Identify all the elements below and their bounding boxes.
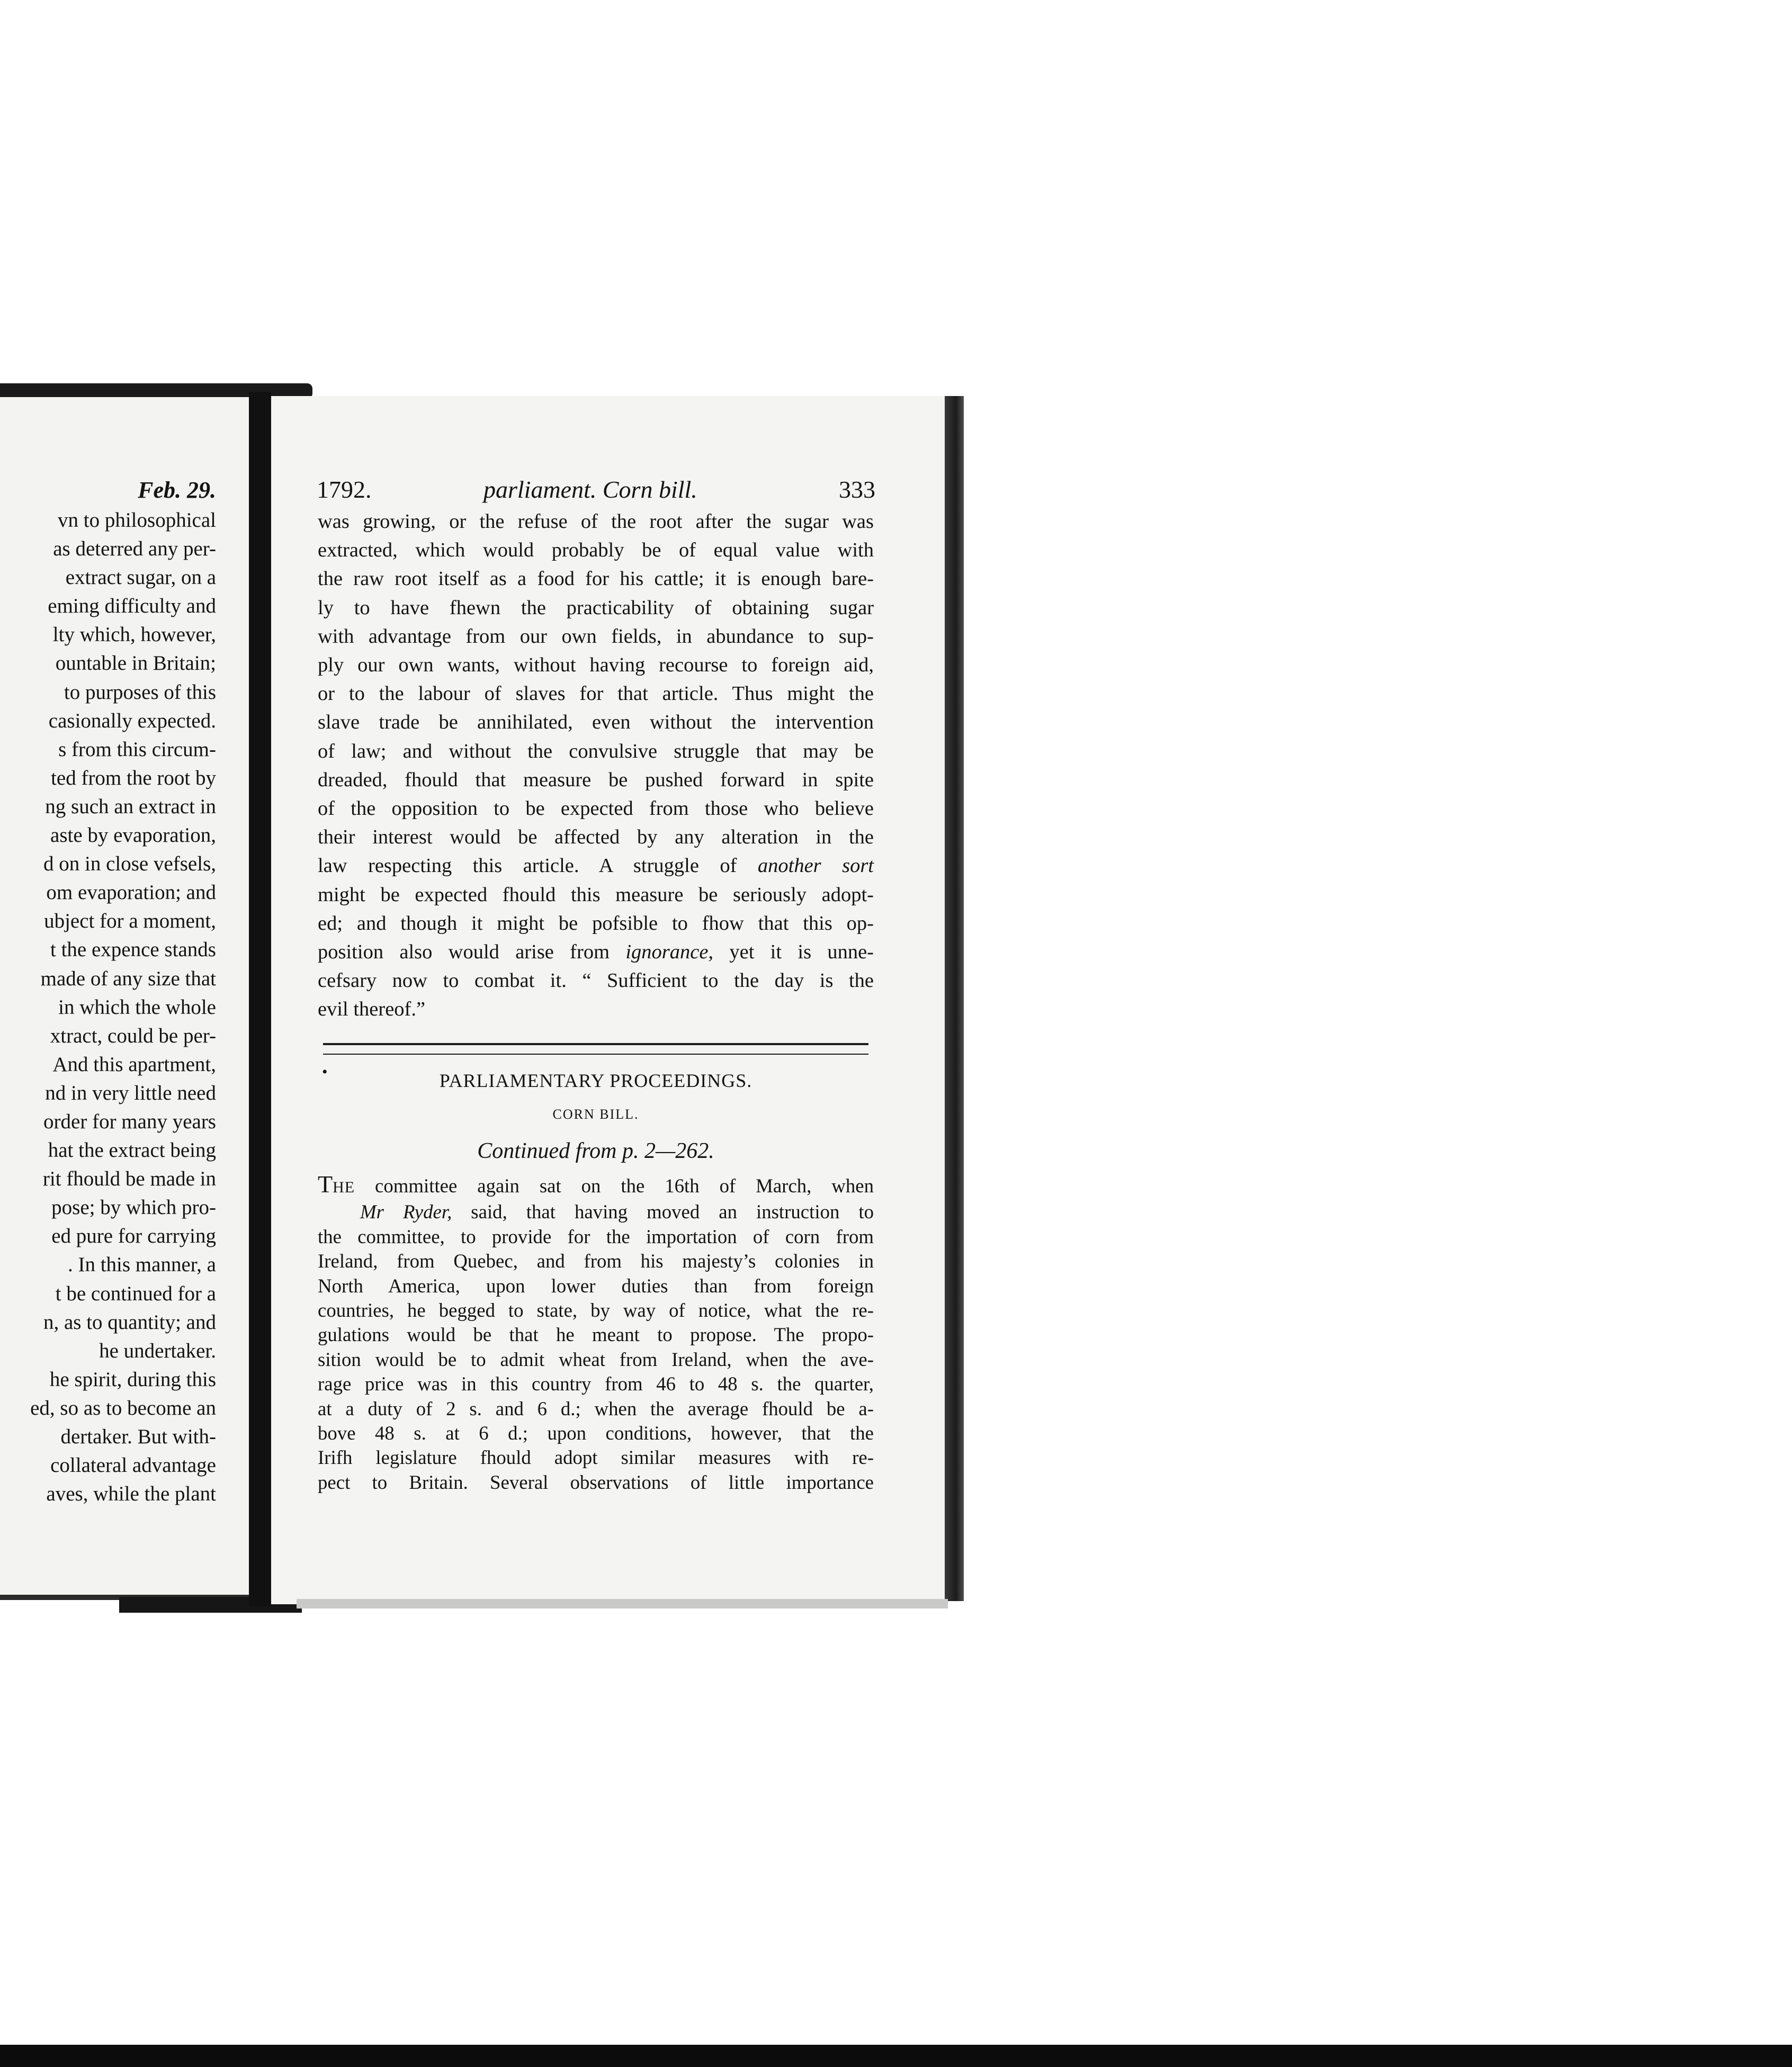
section-subtitle: CORN BILL.: [552, 1107, 639, 1122]
text-line: ng such an extract in: [45, 795, 216, 818]
text-line: ed, so as to become an: [30, 1396, 216, 1419]
small-caps: HE: [333, 1179, 355, 1196]
text-line: of law; and without the convulsive struggle that may be: [318, 740, 874, 762]
text-line-mixed: [318, 938, 874, 966]
header-section: parliament. Corn bill.: [483, 476, 697, 503]
text-line: he spirit, during this: [49, 1368, 216, 1391]
text-line: as deterred any per-: [53, 537, 216, 561]
page-number: 333: [839, 476, 875, 503]
running-header: [317, 475, 875, 507]
text-line: gulations would be that he meant to propose. The propo-: [318, 1324, 874, 1346]
scan-bottom-border: [0, 2045, 1792, 2067]
essay-conclusion: [318, 507, 874, 1024]
text-line: Irifh legislature fhould adopt similar measures with re-: [318, 1446, 874, 1469]
text-line: to purposes of this: [64, 680, 216, 704]
text-line: bove 48 s. at 6 d.; upon conditions, however, that the: [318, 1422, 874, 1444]
text-line: at a duty of 2 s. and 6 d.; when the average fhould be a-: [318, 1397, 874, 1419]
text-line: ply our own wants, without having recourse to foreign aid,: [318, 654, 874, 677]
text-line: sition would be to admit wheat from Ireland, when the ave-: [318, 1348, 874, 1370]
text-line: was growing, or the refuse of the root after the sugar was: [318, 510, 874, 533]
text-line: in which the whole: [58, 995, 216, 1019]
text-line: countries, he begged to state, by way of notice, what the re-: [318, 1299, 874, 1322]
continued-note: Continued from p. 2—262.: [477, 1139, 714, 1163]
text-line: aste by evaporation,: [50, 824, 216, 847]
text-line: of the opposition to be expected from those who believe: [318, 797, 874, 820]
text-line: order for many years: [43, 1110, 216, 1133]
text-line: extract sugar, on a: [65, 566, 216, 589]
text-line: hat the extract being: [48, 1139, 216, 1162]
text-segment: said, that having moved an instruction to: [471, 1201, 874, 1223]
left-page: [0, 392, 249, 1595]
text-line-speaker: [318, 1200, 874, 1224]
left-page-header: Feb. 29.: [138, 477, 216, 503]
book-spine: [249, 392, 271, 1606]
proceedings-paragraph: [318, 1172, 874, 1495]
text-line: the committee, to provide for the importation of corn from: [318, 1225, 874, 1247]
text-line: nd in very little need: [45, 1081, 216, 1104]
text-segment: committee again sat on the 16th of March, when: [375, 1175, 874, 1197]
text-line: evil thereof.”: [318, 998, 426, 1021]
text-line: pect to Britain. Several observations of little importance: [318, 1471, 874, 1493]
text-line: Ireland, from Quebec, and from his majesty’s colonies in: [318, 1250, 874, 1272]
header-year: 1792.: [317, 476, 372, 503]
text-line: ed pure for carrying: [51, 1225, 216, 1248]
section-divider: [323, 1043, 868, 1055]
text-line: slave trade be annihilated, even without the intervention: [318, 711, 874, 734]
left-page-text: [0, 506, 216, 1508]
text-line: extracted, which would probably be of equal value with: [318, 539, 874, 562]
text-line: lty which, however,: [52, 623, 216, 646]
text-line: ountable in Britain;: [55, 652, 216, 675]
stray-mark: •: [322, 1063, 328, 1081]
text-line: aves, while the plant: [46, 1482, 216, 1506]
text-line: cefsary now to combat it. “ Sufficient to the day is the: [318, 969, 874, 992]
text-line: ubject for a moment,: [44, 910, 216, 933]
text-line: d on in close vefsels,: [43, 852, 216, 876]
right-page-bottom-shadow: [297, 1599, 948, 1608]
text-line: dreaded, fhould that measure be pushed forward in spite: [318, 768, 874, 791]
section-title: PARLIAMENTARY PROCEEDINGS.: [439, 1070, 752, 1091]
text-segment: yet it is unne-: [729, 941, 874, 964]
text-line-opening: [318, 1172, 874, 1200]
text-line: with advantage from our own fields, in abundance to sup-: [318, 625, 874, 648]
text-line: rage price was in this country from 46 to 48 s. the quarter,: [318, 1373, 874, 1395]
text-line: om evaporation; and: [46, 881, 216, 904]
text-segment: position also would arise from: [318, 941, 610, 964]
text-line: their interest would be affected by any alteration in the: [318, 826, 874, 849]
text-line: t be continued for a: [55, 1282, 216, 1305]
text-line: dertaker. But with-: [60, 1425, 216, 1448]
text-segment: law respecting this article. A struggle of: [318, 855, 737, 877]
text-line: xtract, could be per-: [50, 1024, 216, 1047]
text-line: collateral advantage: [50, 1454, 216, 1477]
text-line: n, as to quantity; and: [43, 1310, 216, 1334]
text-line: North America, upon lower duties than from foreign: [318, 1274, 874, 1297]
drop-cap: T: [318, 1171, 333, 1198]
text-line: pose; by which pro-: [51, 1196, 216, 1219]
text-line: made of any size that: [40, 967, 216, 990]
text-line: rit fhould be made in: [42, 1167, 216, 1191]
text-line: the raw root itself as a food for his cattle; it is enough bare-: [318, 568, 874, 590]
text-line: ly to have fhewn the practicability of obtaining sugar: [318, 596, 874, 619]
text-line-mixed: [318, 851, 874, 880]
text-line: eming difficulty and: [48, 595, 216, 618]
speaker-name: Mr Ryder,: [360, 1201, 452, 1223]
text-line: ted from the root by: [51, 766, 216, 789]
text-line: ed; and though it might be pofsible to fhow that this op-: [318, 912, 874, 934]
text-line: might be expected fhould this measure be seriously adopt-: [318, 883, 874, 906]
text-line: And this apartment,: [52, 1053, 216, 1076]
text-line: he undertaker.: [99, 1339, 216, 1362]
text-line: . In this manner, a: [67, 1253, 216, 1277]
text-line: or to the labour of slaves for that article. Thus might the: [318, 682, 874, 705]
text-line: casionally expected.: [48, 709, 216, 732]
text-line: s from this circum-: [58, 738, 216, 761]
text-line: vn to philosophical: [58, 509, 216, 532]
right-page-edge: [945, 396, 964, 1601]
italic-phrase: ignorance,: [625, 941, 714, 964]
text-line: t the expence stands: [50, 938, 216, 961]
italic-phrase: another sort: [757, 855, 874, 877]
